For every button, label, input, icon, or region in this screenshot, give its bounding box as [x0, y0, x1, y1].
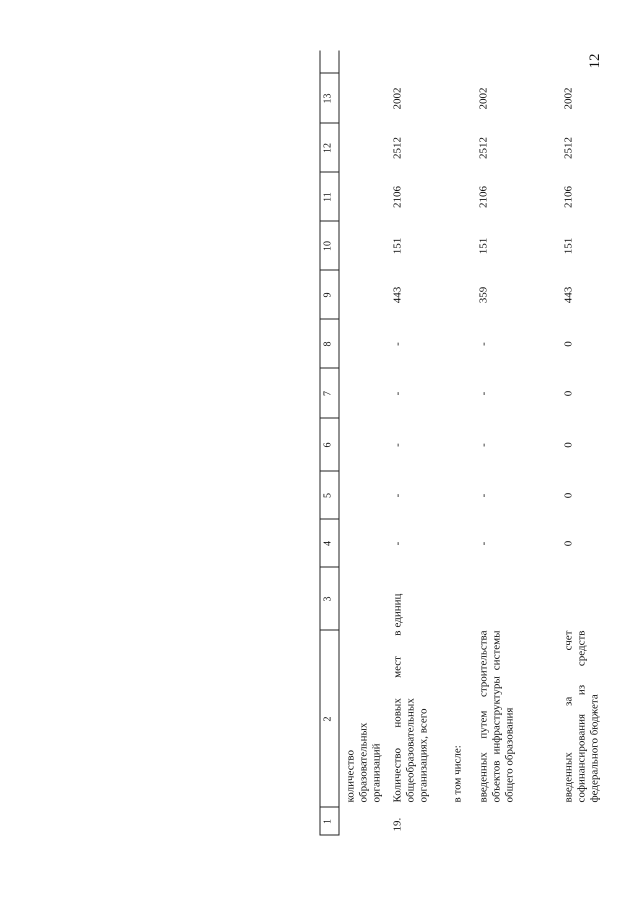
column-header-11: 11 [322, 192, 334, 202]
row-1-value: 2002 [391, 87, 404, 110]
table-top-border [320, 51, 321, 836]
row-0-name: количество образовательных организаций [344, 722, 383, 803]
row-3-value: - [477, 391, 490, 396]
row-3-value: 2106 [477, 186, 490, 208]
row-4-value: 443 [562, 286, 575, 304]
row-1-value: - [391, 391, 404, 396]
row-4-value: 2512 [562, 137, 575, 159]
column-header-2: 2 [322, 716, 334, 722]
column-header-5: 5 [322, 493, 334, 498]
row-3-value: - [477, 493, 490, 498]
row-3-value: 2512 [477, 137, 490, 159]
row-3-name: введенных путем строительства объектов инфраструктуры системы общего образования [477, 630, 516, 803]
row-3-value: - [477, 541, 490, 546]
row-4-name: введенных за счет софинансирования из средств федерального бюджета [562, 630, 601, 803]
row-1-value: - [391, 443, 404, 447]
column-header-1: 1 [322, 819, 334, 824]
column-header-3: 3 [322, 596, 334, 602]
row-4-value: 0 [562, 442, 575, 448]
row-3-value: - [477, 443, 490, 447]
row-1-value: 2512 [391, 137, 404, 159]
row-4-value: 2106 [562, 186, 575, 208]
row-1-value: - [391, 342, 404, 346]
row-4-value: 2002 [562, 87, 575, 110]
column-header-13: 13 [322, 93, 334, 104]
row-1-number: 19. [391, 817, 404, 832]
row-1-value: 151 [391, 237, 404, 255]
column-header-9: 9 [322, 292, 334, 298]
row-2-name: в том числе: [451, 745, 464, 803]
column-header-6: 6 [322, 442, 334, 448]
row-3-value: - [477, 342, 490, 346]
row-4-value: 0 [562, 540, 575, 547]
row-4-value: 0 [562, 390, 575, 397]
row-4-value: 151 [562, 237, 575, 255]
column-header-7: 7 [322, 391, 334, 396]
row-4-value: 0 [562, 341, 575, 347]
column-header-12: 12 [322, 143, 334, 153]
row-1-value: - [391, 541, 404, 546]
column-header-4: 4 [322, 541, 334, 546]
column-header-10: 10 [322, 241, 334, 251]
page-number: 12 [586, 53, 603, 69]
row-3-value: 2002 [477, 87, 490, 110]
row-1-value: 2106 [391, 186, 404, 208]
table-header-border [339, 51, 340, 836]
row-1-unit: единиц [391, 593, 404, 628]
rotated-table-page [320, 51, 639, 836]
column-header-8: 8 [322, 341, 334, 347]
row-4-value: 0 [562, 492, 575, 499]
row-3-value: 359 [477, 286, 490, 304]
row-3-value: 151 [477, 237, 490, 255]
row-1-value: - [391, 493, 404, 498]
row-1-name: Количество новых мест в общеобразовательных организациях, всего [391, 630, 430, 803]
row-1-value: 443 [391, 286, 404, 304]
